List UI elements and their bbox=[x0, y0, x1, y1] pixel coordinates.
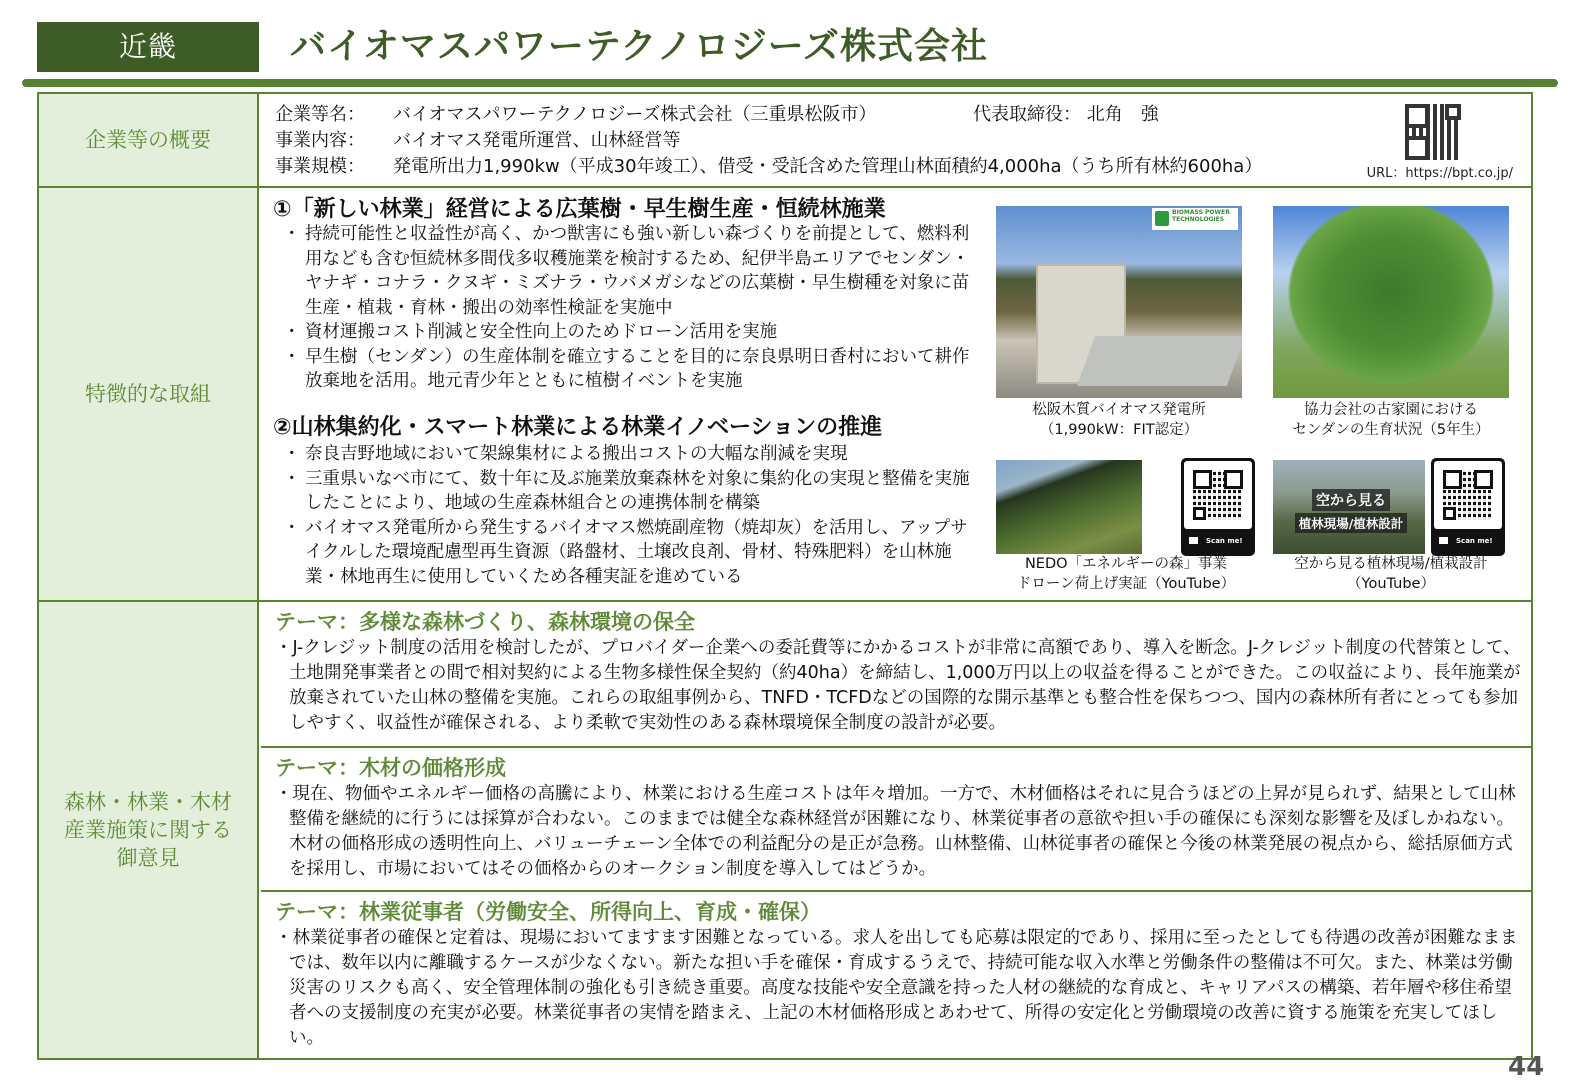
caption-line: 松阪木質バイオマス発電所 bbox=[1032, 402, 1206, 418]
drone-video-caption bbox=[996, 554, 1256, 594]
opinions-label-text: 森林・林業・木材産業施策に関する御意見 bbox=[64, 790, 232, 870]
bpt-logo-icon: BIOMASS POWER TECHNOLOGIES bbox=[1152, 208, 1238, 230]
qr-code-icon bbox=[1193, 470, 1243, 520]
title-divider bbox=[22, 79, 1558, 87]
theme-body: ・現在、物価やエネルギー価格の高騰により、林業における生産コストは年々増加。一方で、木材価格はそれに見合うほどの上昇が見られず、結果として山林整備を継続的に行うには採算が合わない。このままでは健全な森林経営が困難になり、林業従事者の意欲や担い手の確保にも深刻な影響を及ぼしかねない。木材の価格形成の透明性向上、バリューチェーン全体での利益配分の是正が急務。山林整備、山林従事者の確保と今後の林業発展の視点から、総括原価方式を採用し、市場においてはその価格からのオークション制度を導入してはどうか。 bbox=[275, 784, 1516, 879]
initiatives-label: 特徴的な取組 bbox=[39, 188, 259, 600]
company-name-key: 企業等名： bbox=[275, 104, 365, 125]
opinions-label bbox=[39, 602, 259, 1058]
initiative-list-2 bbox=[283, 442, 983, 589]
company-profile-table bbox=[37, 92, 1533, 1060]
drone-video-thumbnail[interactable] bbox=[996, 460, 1142, 554]
caption-line: NEDO「エネルギーの森」事業 bbox=[1024, 556, 1228, 572]
plant-photo-caption bbox=[996, 400, 1242, 440]
business-key: 事業内容： bbox=[275, 130, 365, 151]
theme-heading: テーマ：林業従事者（労働安全、所得向上、育成・確保） bbox=[275, 900, 821, 924]
overlay-line: 植林現場/植林設計 bbox=[1295, 513, 1408, 533]
page-title: バイオマスパワーテクノロジーズ株式会社 bbox=[290, 26, 988, 67]
overview-label: 企業等の概要 bbox=[39, 94, 259, 186]
aerial-video-thumbnail[interactable] bbox=[1273, 460, 1425, 554]
initiative-list-1 bbox=[283, 222, 983, 394]
initiative-heading-2: ②山林集約化・スマート林業による林業イノベーションの推進 bbox=[273, 415, 883, 440]
company-url-link[interactable]: URL：https://bpt.co.jp/ bbox=[1366, 166, 1513, 181]
opinion-theme-forestry-workers bbox=[261, 892, 1531, 1058]
initiatives-row bbox=[39, 188, 1531, 602]
initiative-heading-1: ①「新しい林業」経営による広葉樹・早生樹生産・恒続林施業 bbox=[273, 197, 886, 222]
company-qr-code-icon[interactable] bbox=[1405, 104, 1461, 160]
theme-heading: テーマ：多様な森林づくり、森林環境の保全 bbox=[275, 610, 695, 634]
caption-line: （1,990kW：FIT認定） bbox=[1039, 422, 1199, 438]
caption-line: ドローン荷上げ実証（YouTube） bbox=[1016, 576, 1236, 592]
business-value: バイオマス発電所運営、山林経営等 bbox=[393, 130, 681, 151]
theme-body: ・J-クレジット制度の活用を検討したが、プロバイダー企業への委託費等にかかるコストが非常に高額であり、導入を断念。J-クレジット制度の代替策として、土地開発事業者との間で相対契約による生物多様性保全契約（約40ha）を締結し、1,000万円以上の収益を得ることができた。この収益により、長年施業が放棄されていた山林の整備を実施。これらの取組事例から、TNFD・TCFDなどの国際的な開示基準とも整合性を保ちつつ、国内の森林所有者にとっても参加しやすく、収益性が確保される、より柔軟で実効性のある森林環境保全制度の設計が必要。 bbox=[275, 638, 1521, 733]
overview-content bbox=[261, 94, 1531, 186]
representative-key: 代表取締役： bbox=[973, 104, 1081, 125]
region-badge: 近畿 bbox=[37, 22, 259, 72]
list-item: ・ 早生樹（センダン）の生産体制を確立することを目的に奈良県明日香村において耕作放棄地を活用。地元青少年とともに植樹イベントを実施 bbox=[283, 345, 983, 394]
initiatives-content bbox=[261, 188, 1531, 600]
overlay-line: 空から見る bbox=[1312, 489, 1390, 511]
drone-video-qr-code[interactable] bbox=[1181, 458, 1255, 556]
caption-line: 協力会社の古家園における bbox=[1304, 402, 1478, 418]
scan-me-label: Scan me! bbox=[1434, 537, 1502, 545]
list-item: ・ 持続可能性と収益性が高く、かつ獣害にも強い新しい森づくりを前提として、燃料利用なども含む恒続林多間伐多収穫施業を検討するため、紀伊半島エリアでセンダン・ヤナギ・コナラ・クヌギ・ミズナラ・ウバメガシなどの広葉樹・早生樹種を対象に苗生産・植栽・育林・搬出の効率性検証を実施中 bbox=[283, 222, 983, 320]
representative-value: 北角 強 bbox=[1086, 104, 1159, 125]
company-name-value: バイオマスパワーテクノロジーズ株式会社（三重県松阪市） bbox=[393, 104, 877, 125]
caption-line: （YouTube） bbox=[1347, 576, 1435, 592]
company-name-line bbox=[275, 102, 876, 128]
opinions-content bbox=[261, 602, 1531, 1058]
representative-line bbox=[973, 102, 1159, 128]
sendan-tree-photo bbox=[1273, 206, 1509, 398]
theme-heading: テーマ：木材の価格形成 bbox=[275, 756, 506, 780]
aerial-video-caption bbox=[1271, 554, 1511, 594]
business-line bbox=[275, 128, 680, 154]
scan-me-label: Scan me! bbox=[1184, 537, 1252, 545]
scale-key: 事業規模： bbox=[275, 156, 365, 177]
qr-code-icon bbox=[1443, 470, 1493, 520]
opinion-theme-timber-pricing bbox=[261, 748, 1531, 892]
caption-line: センダンの生育状況（5年生） bbox=[1292, 422, 1490, 438]
theme-body: ・林業従事者の確保と定着は、現場においてますます困難となっている。求人を出しても応募は限定的であり、採用に至ったとしても待遇の改善が困難なままでは、数年以内に離職するケースが少なくない。新たな担い手を確保・育成するうえで、持続可能な収入水準と労働条件の整備は不可欠。また、林業は労働災害のリスクも高く、安全管理体制の強化も引き続き重要。高度な技能や安全意識を持った人材の継続的な育成と、キャリアパスの構築、若年層や移住希望者への支援制度の充実が必要。林業従事者の実情を踏まえ、上記の木材価格形成とあわせて、所得の安定化と労働環境の改善に資する施策を充実してほしい。 bbox=[275, 928, 1518, 1048]
scale-value: 発電所出力1,990kw（平成30年竣工）、借受・受託含めた管理山林面積約4,000ha（うち所有林約600ha） bbox=[393, 156, 1263, 177]
aerial-overlay-text bbox=[1283, 488, 1419, 534]
biomass-plant-photo bbox=[996, 206, 1242, 398]
list-item: ・ 奈良吉野地域において架線集材による搬出コストの大幅な削減を実現 bbox=[283, 442, 983, 467]
opinions-row bbox=[39, 602, 1531, 1058]
list-item: ・ 三重県いなべ市にて、数十年に及ぶ施業放棄森林を対象に集約化の実現と整備を実施したことにより、地域の生産森林組合との連携体制を構築 bbox=[283, 467, 983, 516]
overview-row bbox=[39, 94, 1531, 188]
aerial-video-qr-code[interactable] bbox=[1431, 458, 1505, 556]
list-item: ・ バイオマス発電所から発生するバイオマス燃焼副産物（焼却灰）を活用し、アップサイクルした環境配慮型再生資源（路盤材、土壌改良剤、骨材、特殊肥料）を山林施業・林地再生に使用していくため各種実証を進めている bbox=[283, 516, 983, 590]
tree-photo-caption bbox=[1273, 400, 1509, 440]
caption-line: 空から見る植林現場/植栽設計 bbox=[1294, 556, 1488, 572]
page-number: 44 bbox=[1508, 1052, 1545, 1082]
opinion-theme-forest-conservation bbox=[261, 602, 1531, 748]
scale-line bbox=[275, 154, 1262, 180]
list-item: ・ 資材運搬コスト削減と安全性向上のためドローン活用を実施 bbox=[283, 320, 983, 345]
